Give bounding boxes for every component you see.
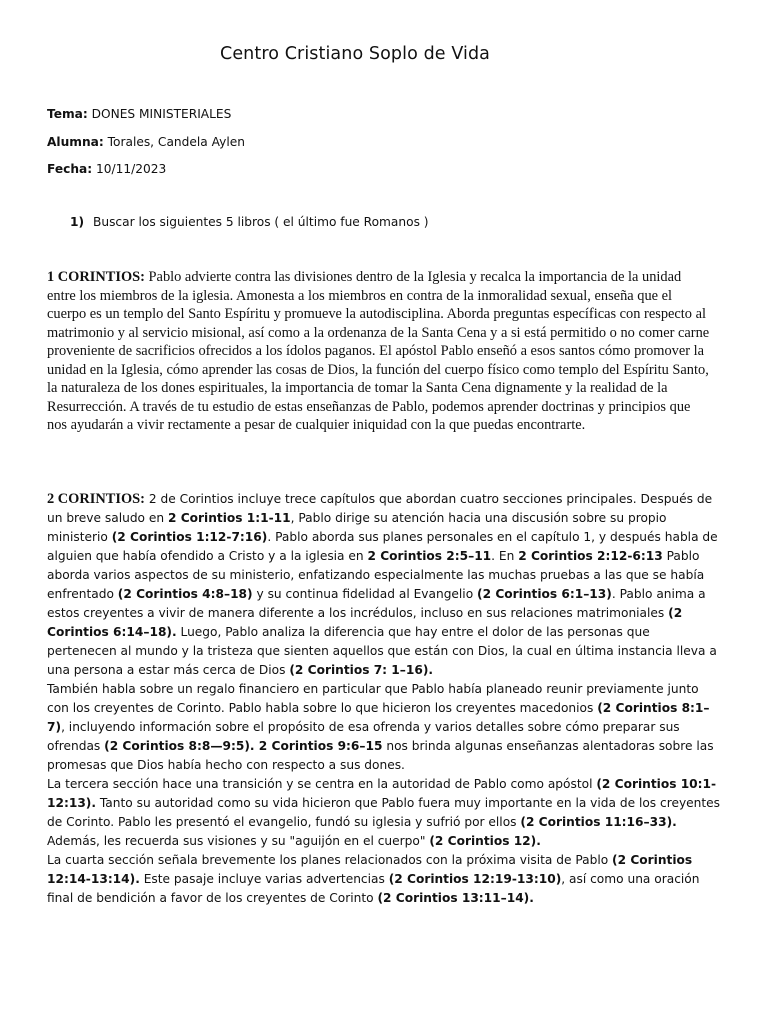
section2-paragraph-2 [47,680,723,775]
text-run: , así como una oración final de bendición a favor de los creyentes de Corinto [47,872,700,905]
text-run: . Pablo anima a estos creyentes a vivir de manera diferente a los incrédulos, incluso en sus relaciones matrimoniales [47,587,706,620]
text-run: 2 de Corintios incluye trece capítulos que abordan cuatro secciones principales. Después de un breve saludo en [47,492,713,525]
text-run: , Pablo dirige su atención hacia una discusión sobre su propio ministerio [47,511,667,544]
tema-value: DONES MINISTERIALES [87,107,232,121]
tema-label: Tema: [47,107,88,121]
bible-reference: (2 Corintios 10:1-12:13). [47,777,717,810]
alumna-label: Alumna: [47,135,104,149]
bible-reference: (2 Corintios 13:11–14). [377,891,534,905]
section1-heading: 1 CORINTIOS: [47,269,145,285]
bible-reference: 2 Corintios 2:12-6:13 [518,549,663,563]
meta-fecha [47,162,166,176]
bible-reference: 2 Corintios 1:1-11 [167,511,291,525]
text-run: Luego, Pablo analiza la diferencia que hay entre el dolor de las personas que pertenecen al mundo y la tristeza que sienten aquellos que están con Dios, la cual en última instancia lleva a una persona a estar más cerca de Dios [47,625,717,677]
meta-tema [47,107,231,121]
text-run: Pablo aborda varios aspectos de su ministerio, enfatizando especialmente las muchas pruebas a las que se había enfrentado [47,549,705,601]
bible-reference: (2 Corintios 8:1–7) [47,701,710,734]
section2-paragraph-1 [47,490,723,680]
text-run: . Pablo aborda sus planes personales en el capítulo 1, y después habla de alguien que había ofendido a Cristo y a la iglesia en [47,530,718,563]
bible-reference: (2 Corintios 12:14-13:14). [47,853,693,886]
section-2-corintios [47,490,723,908]
bible-reference: (2 Corintios 12). [429,834,541,848]
section2-paragraph-4 [47,851,723,908]
text-run: Este pasaje incluye varias advertencias [139,872,389,886]
text-run: Además, les recuerda sus visiones y su "aguijón en el cuerpo" [47,834,430,848]
meta-alumna [47,135,245,149]
section2-paragraph-3 [47,775,723,851]
bible-reference: (2 Corintios 8:8—9:5). 2 Corintios 9:6–15 [104,739,383,753]
task-item [70,215,429,229]
task-number: 1) [70,215,85,229]
bible-reference: (2 Corintios 11:16–33). [520,815,677,829]
bible-reference: (2 Corintios 1:12-7:16) [111,530,268,544]
document-title: Centro Cristiano Soplo de Vida [220,44,490,64]
bible-reference: (2 Corintios 6:1–13) [477,587,612,601]
bible-reference: (2 Corintios 7: 1–16). [289,663,434,677]
text-run: La tercera sección hace una transición y se centra en la autoridad de Pablo como apóstol [47,777,597,791]
bible-reference: (2 Corintios 6:14–18). [47,606,683,639]
task-text: Buscar los siguientes 5 libros ( el último fue Romanos ) [93,215,429,229]
fecha-label: Fecha: [47,162,93,176]
alumna-value: Torales, Candela Aylen [103,135,245,149]
text-run: nos brinda algunas enseñanzas alentadoras sobre las promesas que Dios había hecho con respecto a sus dones. [47,739,714,772]
text-run: También habla sobre un regalo financiero en particular que Pablo había planeado reunir previamente junto con los creyentes de Corinto. Pablo habla sobre lo que hicieron los creyentes macedonios [47,682,699,715]
bible-reference: 2 Corintios 2:5–11 [367,549,492,563]
section1-body: Pablo advierte contra las divisiones dentro de la Iglesia y recalca la importancia de la unidad entre los miembros de la iglesia. Amonesta a los miembros en contra de la inmoralidad sexual, enseña que el cuerpo es un templo del Santo Espíritu y promueve la autodisciplina. Aborda preguntas específicas con respecto al matrimonio y al servicio misional, así como a la ordenanza de la Santa Cena y a si está permitido o no comer carne proveniente de sacrificios ofrecidos a los ídolos paganos. El apóstol Pablo enseñó a esos santos cómo promover la unidad en la Iglesia, cómo aprender las cosas de Dios, la función del cuerpo físico como templo del Espíritu Santo, la naturaleza de los dones espirituales, la importancia de tomar la Santa Cena dignamente y la realidad de la Resurrección. A través de tu estudio de estas enseñanzas de Pablo, podemos aprender doctrinas y principios que nos ayudarán a vivir rectamente a pesar de cualquier iniquidad con la que puedas encontrarte. [47,269,710,433]
bible-reference: (2 Corintios 12:19-13:10) [388,872,562,886]
text-run: Tanto su autoridad como su vida hicieron que Pablo fuera muy importante en la vida de los creyentes de Corinto. Pablo les presentó el evangelio, fundó su iglesia y sufrió por ellos [47,796,721,829]
text-run: , incluyendo información sobre el propósito de esa ofrenda y varios detalles sobre cómo preparar sus ofrendas [47,720,680,753]
text-run: y su continua fidelidad al Evangelio [252,587,478,601]
bible-reference: (2 Corintios 4:8–18) [117,587,253,601]
section2-heading: 2 CORINTIOS: [47,491,145,507]
text-run: . En [491,549,519,563]
text-run: La cuarta sección señala brevemente los planes relacionados con la próxima visita de Pablo [47,853,613,867]
section-1-corintios [47,268,713,435]
fecha-value: 10/11/2023 [92,162,167,176]
